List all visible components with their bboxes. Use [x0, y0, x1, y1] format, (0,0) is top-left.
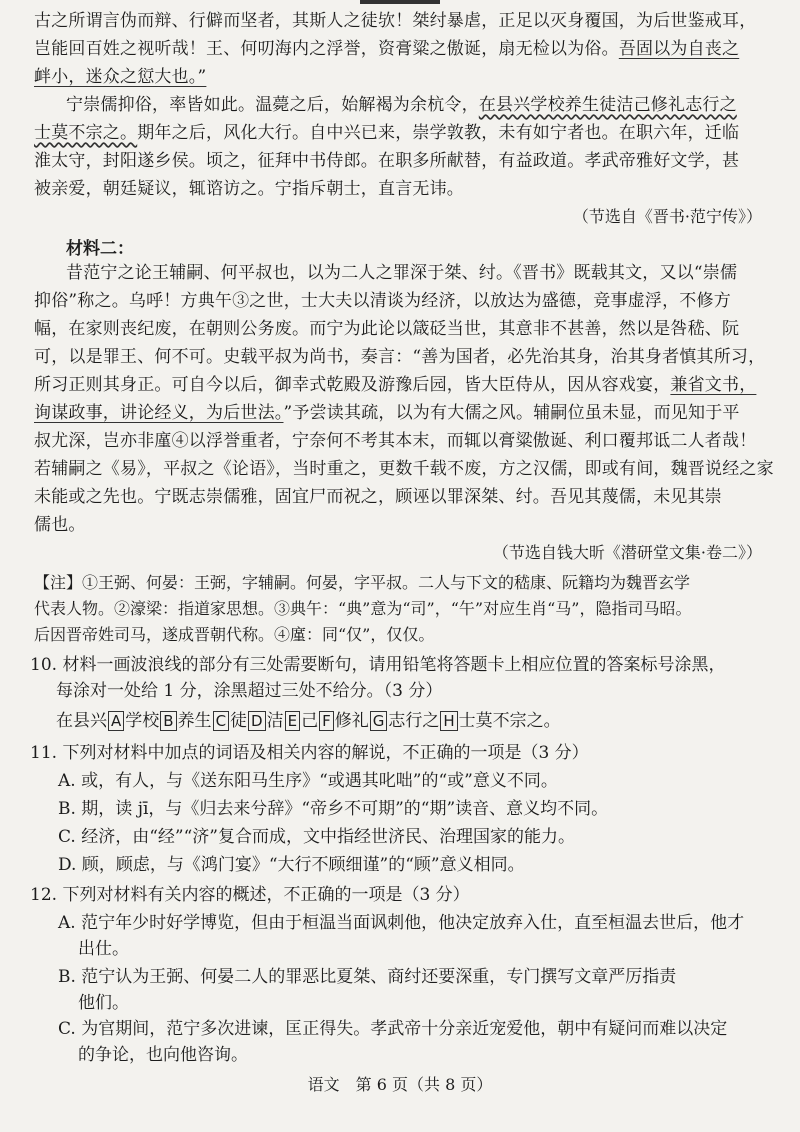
m2-line-4: 可，以是罪王、何不可。史载平叔为尚书，奏言：“善为国者，必先治其身，治其身者慎其所习， [34, 347, 766, 367]
top-binding-mark [360, 0, 440, 4]
m2-line-2: 抑俗”称之。乌呼！方典午③之世，士大夫以清谈为经济，以放达为盛德，竞事虚浮，不修方 [34, 291, 731, 311]
break-box-e[interactable]: E [285, 711, 300, 731]
m2-underline-2: 询谋政事，讲论经义，为后世法。 [34, 403, 284, 423]
q11-option-a[interactable]: A. 或，有人，与《送东阳马生序》“或遇其叱咄”的“或”意义不同。 [58, 771, 558, 791]
m2-line-8: 若辅嗣之《易》，平叔之《论语》，当时重之，更数千载不废，方之汉儒，即或有间，魏晋说经之家 [34, 459, 774, 479]
q11-option-d[interactable]: D. 顾，顾虑，与《鸿门宴》“大行不顾细谨”的“顾”意义相同。 [58, 855, 525, 875]
q11-stem: 11. 下列对材料中加点的词语及相关内容的解说，不正确的一项是（3 分） [30, 743, 589, 763]
q11-option-b[interactable]: B. 期，读 jī，与《归去来兮辞》“帝乡不可期”的“期”读音、意义均不同。 [58, 799, 609, 819]
break-box-b[interactable]: B [160, 711, 176, 731]
m1-underline-1: 吾固以为自丧之 [618, 39, 740, 59]
m2-line-3: 幅，在家则丧纪废，在朝则公务废。而宁为此论以箴砭当世，其意非不甚善，然以是咎嵇、阮 [34, 319, 740, 339]
m2-line-9: 未能或之先也。宁既志崇儒雅，固宜尸而祝之，顾诬以罪深桀、纣。吾见其蔑儒，未见其崇 [34, 487, 722, 507]
q12-option-b[interactable]: B. 范宁认为王弼、何晏二人的罪恶比夏桀、商纣还要深重，专门撰写文章严厉指责 [58, 967, 677, 987]
break-box-a[interactable]: A [108, 711, 124, 731]
q11-option-c[interactable]: C. 经济，由“经”“济”复合而成，文中指经世济民、治理国家的能力。 [58, 827, 575, 847]
q12-option-b-cont: 他们。 [78, 993, 129, 1013]
note-line-3: 后因晋帝姓司马，遂成晋朝代称。④廑：同“仅”，仅仅。 [34, 625, 435, 644]
break-box-c[interactable]: C [213, 711, 229, 731]
note-line-1: 【注】①王弼、何晏：王弼，字辅嗣。何晏，字平叔。二人与下文的嵇康、阮籍均为魏晋玄学 [34, 573, 691, 592]
m1-line-2: 岂能回百姓之视听哉！王、何叨海内之浮誉，资膏粱之傲诞，扇无检以为俗。吾固以为自丧之 [34, 39, 740, 59]
q10-options: 在县兴 A 学校 B 养生 C 徒 D 洁 E 己 F 修礼 G 志行之 H 士莫不宗之。 [56, 711, 561, 731]
q12-stem: 12. 下列对材料有关内容的概述，不正确的一项是（3 分） [30, 885, 470, 905]
q12-option-a-cont: 出仕。 [78, 939, 129, 959]
m1-line-1: 古之所谓言伪而辩、行僻而坚者，其斯人之徒欤！桀纣暴虐，正足以灭身覆国，为后世鉴戒耳， [34, 11, 757, 31]
break-box-g[interactable]: G [370, 711, 388, 731]
m1-wavy-1: 在县兴学校养生徒洁己修礼志行之 [478, 95, 737, 115]
m2-heading: 材料二： [66, 239, 134, 259]
m2-line-10: 儒也。 [34, 515, 86, 535]
m1-line-5: 士莫不宗之。期年之后，风化大行。自中兴已来，崇学敦教，未有如宁者也。在职六年，迁临 [34, 123, 740, 143]
m1-line-6: 淮太守，封阳遂乡侯。顷之，征拜中书侍郎。在职多所献替，有益政道。孝武帝雅好文学，甚 [34, 151, 740, 171]
m1-source: （节选自《晋书·范宁传》） [572, 207, 762, 226]
q12-option-c-cont: 的争论，也向他咨询。 [78, 1045, 248, 1065]
m2-line-1: 昔范宁之论王辅嗣、何平叔也，以为二人之罪深于桀、纣。《晋书》既载其文，又以“崇儒 [66, 263, 738, 283]
q10-stem-2: 每涂对一处给 1 分，涂黑超过三处不给分。（3 分） [56, 681, 443, 701]
m1-wavy-2: 士莫不宗之。 [34, 123, 138, 143]
q12-option-a[interactable]: A. 范宁年少时好学博览，但由于桓温当面讽刺他，他决定放弃入仕，直至桓温去世后，他才 [58, 913, 745, 933]
m1-line-3 [34, 66, 800, 88]
m2-line-7: 叔尤深，岂亦非廑④以浮誉重者，宁奈何不考其本末，而辄以膏粱傲诞、利口覆邦诋二人者哉！ [34, 431, 757, 451]
m2-line-6: 询谋政事，讲论经义，为后世法。”予尝读其疏，以为有大儒之风。辅嗣位虽未显，而见知于平 [34, 403, 740, 423]
q12-option-c[interactable]: C. 为官期间，范宁多次进谏，匡正得失。孝武帝十分亲近宠爱他，朝中有疑问而难以决定 [58, 1019, 728, 1039]
break-box-d[interactable]: D [248, 711, 266, 731]
m1-line-7: 被亲爱，朝廷疑议，辄谘访之。宁指斥朝士，直言无讳。 [34, 179, 464, 199]
q10-stem-1: 10. 材料一画波浪线的部分有三处需要断句，请用铅笔将答题卡上相应位置的答案标号涂黑， [30, 655, 726, 675]
m2-source: （节选自钱大昕《潜研堂文集·卷二》） [492, 543, 762, 562]
m1-underline-2: 衅小，迷众之愆大也。” [34, 67, 207, 87]
note-line-2: 代表人物。②濠梁：指道家思想。③典午：“典”意为“司”，“午”对应生肖“马”，隐指司马昭。 [34, 599, 692, 618]
break-box-f[interactable]: F [319, 711, 334, 731]
m1-line-4: 宁崇儒抑俗，率皆如此。温薨之后，始解褐为余杭令，在县兴学校养生徒洁己修礼志行之 [66, 95, 737, 115]
m2-underline-1: 兼省文书， [670, 375, 757, 395]
break-box-h[interactable]: H [440, 711, 457, 731]
page-footer: 语文 第 6 页（共 8 页） [307, 1075, 493, 1094]
m2-line-5: 所习正则其身正。可自今以后，御幸式乾殿及游豫后园，皆大臣侍从，因从容戏宴，兼省文书， [34, 375, 757, 395]
